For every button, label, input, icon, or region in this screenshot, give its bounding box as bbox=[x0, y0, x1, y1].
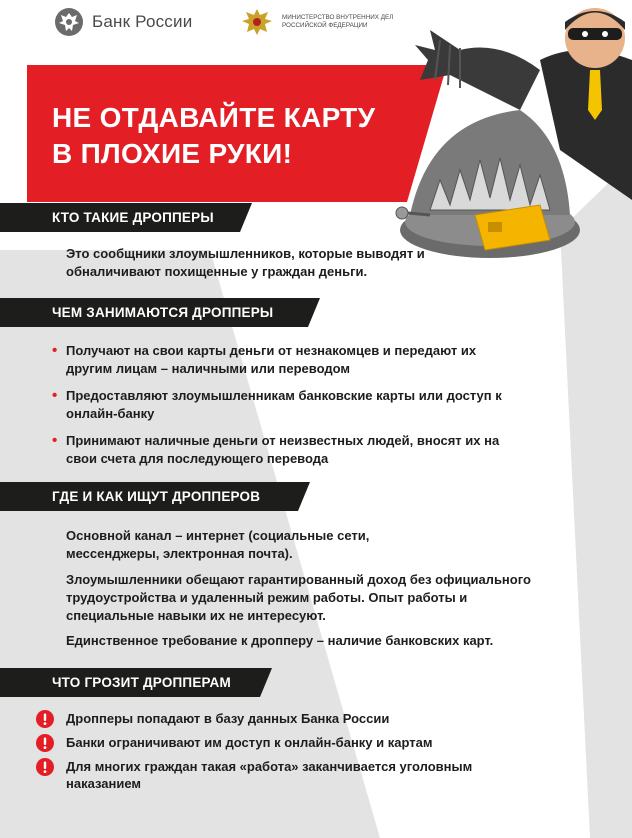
bullet-dot-icon: • bbox=[52, 342, 58, 359]
section-what-header bbox=[0, 298, 320, 327]
list-item-text: Принимают наличные деньги от неизвестных людей, вносят их на свои счета для последующего перевода bbox=[66, 433, 500, 466]
page-title bbox=[52, 100, 375, 172]
where-paragraph-2: Злоумышленники обещают гарантированный доход без официального трудоустройства и удаленный режим работы. Опыт работы и специальные навыки их не интересуют. bbox=[66, 572, 531, 623]
warning-exclamation-icon bbox=[36, 710, 54, 728]
where-paragraph-1: Основной канал – интернет (социальные сети, мессенджеры, электронная почта). bbox=[66, 528, 370, 561]
section-who-header bbox=[0, 203, 252, 232]
section-where-title: ГДЕ И КАК ИЩУТ ДРОППЕРОВ bbox=[52, 489, 261, 504]
list-item bbox=[36, 710, 556, 727]
bullet-dot-icon: • bbox=[52, 432, 58, 449]
ministry-emblem-icon bbox=[240, 7, 274, 37]
ministry-name: МИНИСТЕРСТВО ВНУТРЕННИХ ДЕЛ РОССИЙСКОЙ ФЕДЕРАЦИИ bbox=[282, 14, 394, 29]
section-threat-title: ЧТО ГРОЗИТ ДРОППЕРАМ bbox=[52, 675, 231, 690]
list-item bbox=[50, 432, 520, 468]
bank-name: Банк России bbox=[92, 12, 193, 31]
list-item bbox=[50, 342, 520, 378]
section-threat-header bbox=[0, 668, 272, 697]
list-item-text: Получают на свои карты деньги от незнакомцев и передают их другим лицам – наличными или переводом bbox=[66, 343, 477, 376]
title-line-1: НЕ ОТДАВАЙТЕ КАРТУ bbox=[52, 102, 376, 133]
list-item bbox=[50, 387, 520, 423]
what-list bbox=[50, 342, 520, 477]
list-item bbox=[36, 758, 486, 792]
list-item-text: Для многих граждан такая «работа» заканчивается уголовным наказанием bbox=[66, 759, 473, 791]
section-what-title: ЧЕМ ЗАНИМАЮТСЯ ДРОППЕРЫ bbox=[52, 305, 274, 320]
section-who-title: КТО ТАКИЕ ДРОППЕРЫ bbox=[52, 210, 214, 225]
title-line-2: В ПЛОХИЕ РУКИ! bbox=[52, 138, 293, 169]
list-item-text: Дропперы попадают в базу данных Банка России bbox=[66, 711, 390, 726]
section-where-header bbox=[0, 482, 310, 511]
list-item bbox=[36, 734, 556, 751]
bank-of-russia-logo bbox=[54, 7, 192, 37]
who-description: Это сообщники злоумышленников, которые выводят и обналичивают похищенные у граждан деньги. bbox=[66, 246, 425, 279]
bullet-dot-icon: • bbox=[52, 387, 58, 404]
warning-exclamation-icon bbox=[36, 758, 54, 776]
warning-exclamation-icon bbox=[36, 734, 54, 752]
bank-eagle-icon bbox=[54, 7, 84, 37]
threat-list bbox=[36, 710, 556, 799]
where-paragraph-3: Единственное требование к дропперу – наличие банковских карт. bbox=[66, 633, 494, 648]
list-item-text: Банки ограничивают им доступ к онлайн-банку и картам bbox=[66, 735, 433, 750]
list-item-text: Предоставляют злоумышленникам банковские карты или доступ к онлайн-банку bbox=[66, 388, 502, 421]
